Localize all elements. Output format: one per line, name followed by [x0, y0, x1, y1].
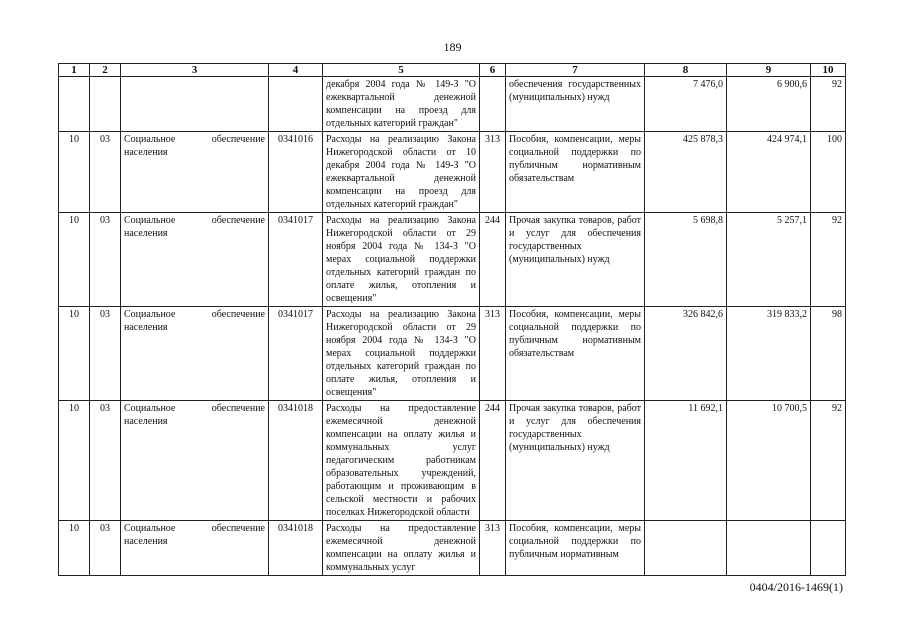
- section-name-cell: Социальное обеспечение населения: [121, 132, 269, 213]
- header-cell: 7: [506, 64, 645, 77]
- planned-amount-cell: 5 698,8: [645, 213, 727, 307]
- header-cell: 5: [323, 64, 480, 77]
- section-name-cell: [121, 77, 269, 132]
- table-row: [59, 521, 846, 576]
- section-code-cell: 10: [59, 132, 90, 213]
- expense-type-name-cell: Пособия, компенсации, меры социальной поддержки по публичным нормативным обязательствам: [506, 132, 645, 213]
- expense-type-code-cell: [480, 77, 506, 132]
- percent-cell: 98: [811, 307, 846, 401]
- table-row: [59, 307, 846, 401]
- header-cell: 1: [59, 64, 90, 77]
- section-code-cell: 10: [59, 213, 90, 307]
- expense-type-name-cell: Пособия, компенсации, меры социальной поддержки по публичным нормативным обязательствам: [506, 307, 645, 401]
- page-number: 189: [443, 40, 462, 54]
- section-code-cell: 10: [59, 307, 90, 401]
- subsection-code-cell: [90, 77, 121, 132]
- target-article-cell: [269, 77, 323, 132]
- header-cell: 8: [645, 64, 727, 77]
- expense-type-code-cell: 244: [480, 213, 506, 307]
- percent-cell: [811, 521, 846, 576]
- section-name-cell: Социальное обеспечение населения: [121, 307, 269, 401]
- expense-type-name-cell: Прочая закупка товаров, работ и услуг для обеспечения государственных (муниципальных) нужд: [506, 213, 645, 307]
- target-article-cell: 0341018: [269, 401, 323, 521]
- expense-type-code-cell: 313: [480, 307, 506, 401]
- subsection-code-cell: 03: [90, 401, 121, 521]
- percent-cell: 92: [811, 213, 846, 307]
- subsection-code-cell: 03: [90, 521, 121, 576]
- section-name-cell: Социальное обеспечение населения: [121, 521, 269, 576]
- table-row: [59, 401, 846, 521]
- header-cell: 10: [811, 64, 846, 77]
- expense-type-name-cell: Прочая закупка товаров, работ и услуг для обеспечения государственных (муниципальных) нужд: [506, 401, 645, 521]
- actual-amount-cell: [727, 521, 811, 576]
- expense-type-name-cell: Пособия, компенсации, меры социальной поддержки по публичным нормативным: [506, 521, 645, 576]
- expense-description-cell: декабря 2004 года № 149-З "О ежеквартальной денежной компенсации на проезд для отдельных категорий граждан": [323, 77, 480, 132]
- planned-amount-cell: 11 692,1: [645, 401, 727, 521]
- header-cell: 4: [269, 64, 323, 77]
- expense-description-cell: Расходы на реализацию Закона Нижегородской области от 10 декабря 2004 года № 149-З "О ежеквартальной денежной компенсации на проезд для отдельных категорий граждан": [323, 132, 480, 213]
- section-code-cell: 10: [59, 401, 90, 521]
- header-cell: 3: [121, 64, 269, 77]
- subsection-code-cell: 03: [90, 213, 121, 307]
- expense-type-code-cell: 244: [480, 401, 506, 521]
- section-name-cell: Социальное обеспечение населения: [121, 401, 269, 521]
- planned-amount-cell: 7 476,0: [645, 77, 727, 132]
- table-row: [59, 77, 846, 132]
- target-article-cell: 0341018: [269, 521, 323, 576]
- header-cell: 9: [727, 64, 811, 77]
- expense-description-cell: Расходы на реализацию Закона Нижегородской области от 29 ноября 2004 года № 134-З "О мерах социальной поддержки отдельных категорий граждан по оплате жилья, отопления и освещения": [323, 307, 480, 401]
- expense-type-code-cell: 313: [480, 521, 506, 576]
- header-cell: 6: [480, 64, 506, 77]
- document-code: 0404/2016-1469(1): [749, 580, 843, 594]
- expense-type-code-cell: 313: [480, 132, 506, 213]
- actual-amount-cell: 5 257,1: [727, 213, 811, 307]
- subsection-code-cell: 03: [90, 307, 121, 401]
- actual-amount-cell: 10 700,5: [727, 401, 811, 521]
- section-code-cell: [59, 77, 90, 132]
- budget-table: [58, 63, 846, 576]
- expense-description-cell: Расходы на предоставление ежемесячной денежной компенсации на оплату жилья и коммунальных услуг педагогическим работникам образовательных учреждений, работающим и проживающим в сельской местности и рабочих поселках Нижегородской области: [323, 401, 480, 521]
- subsection-code-cell: 03: [90, 132, 121, 213]
- section-code-cell: 10: [59, 521, 90, 576]
- target-article-cell: 0341017: [269, 213, 323, 307]
- table-row: [59, 213, 846, 307]
- target-article-cell: 0341016: [269, 132, 323, 213]
- target-article-cell: 0341017: [269, 307, 323, 401]
- percent-cell: 92: [811, 401, 846, 521]
- actual-amount-cell: 6 900,6: [727, 77, 811, 132]
- expense-description-cell: Расходы на предоставление ежемесячной денежной компенсации на оплату жилья и коммунальных услуг: [323, 521, 480, 576]
- expense-description-cell: Расходы на реализацию Закона Нижегородской области от 29 ноября 2004 года № 134-З "О мерах социальной поддержки отдельных категорий граждан по оплате жилья, отопления и освещения": [323, 213, 480, 307]
- percent-cell: 92: [811, 77, 846, 132]
- planned-amount-cell: [645, 521, 727, 576]
- section-name-cell: Социальное обеспечение населения: [121, 213, 269, 307]
- planned-amount-cell: 425 878,3: [645, 132, 727, 213]
- expense-type-name-cell: обеспечения государственных (муниципальных) нужд: [506, 77, 645, 132]
- table-header-row: [59, 64, 846, 77]
- planned-amount-cell: 326 842,6: [645, 307, 727, 401]
- header-cell: 2: [90, 64, 121, 77]
- actual-amount-cell: 424 974,1: [727, 132, 811, 213]
- percent-cell: 100: [811, 132, 846, 213]
- table-row: [59, 132, 846, 213]
- actual-amount-cell: 319 833,2: [727, 307, 811, 401]
